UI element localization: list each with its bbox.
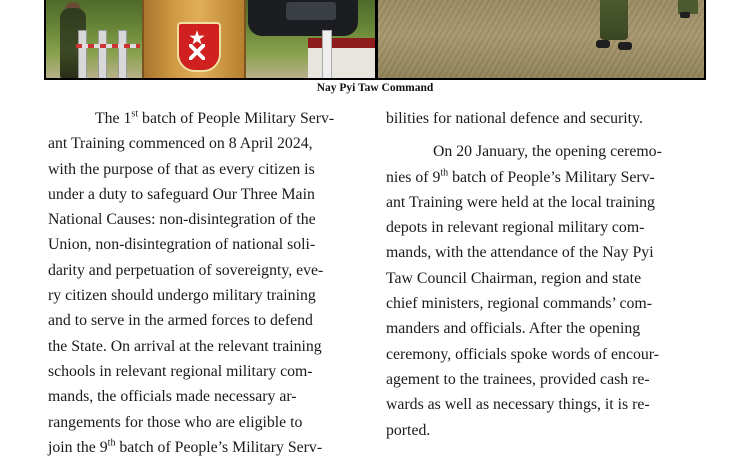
text-line: and to serve in the armed forces to defend xyxy=(48,312,313,330)
text-line: ant Training were held at the local training xyxy=(386,193,655,211)
text-run: batch of People’s Military Serv- xyxy=(115,438,323,456)
text-run: On 20 January, the opening ceremo- xyxy=(433,143,662,161)
text-line: wards as well as necessary things, it is re- xyxy=(386,396,650,414)
text-line: mands, with the attendance of the Nay Pyi xyxy=(386,244,654,262)
soldier-figure xyxy=(600,0,628,40)
boot xyxy=(680,12,690,18)
text-line: mands, the officials made necessary ar- xyxy=(48,388,297,406)
text-line: ant Training commenced on 8 April 2024, xyxy=(48,135,313,153)
text-line: chief ministers, regional commands’ com- xyxy=(386,295,652,313)
photo-strip xyxy=(44,0,706,80)
boot xyxy=(618,42,632,50)
ceremony-photo-right xyxy=(378,0,704,78)
text-line: rangements for those who are eligible to xyxy=(48,413,303,431)
text-line: ported. xyxy=(386,421,431,439)
text-line: Union, non-disintegration of national soli- xyxy=(48,236,316,254)
text-line: with the purpose of that as every citizen is xyxy=(48,160,315,178)
text-run: nies of 9 xyxy=(386,168,441,186)
text-line: Taw Council Chairman, region and state xyxy=(386,269,642,287)
text-line: the State. On arrival at the relevant training xyxy=(48,337,322,355)
ordinal-suffix: st xyxy=(131,108,139,120)
vehicle-window xyxy=(286,2,336,20)
photo-caption: Nay Pyi Taw Command xyxy=(316,82,434,94)
ceremony-photo-left xyxy=(46,0,375,78)
barrier-chain xyxy=(76,44,140,48)
ordinal-suffix: th xyxy=(107,437,116,449)
barrier-post xyxy=(98,30,107,78)
paragraph-gap xyxy=(386,131,701,139)
text-run: join the 9 xyxy=(48,438,108,456)
text-line: under a duty to safeguard Our Three Main xyxy=(48,185,315,203)
barrier-post xyxy=(118,30,127,78)
field-ground xyxy=(378,0,704,78)
paragraph-continuation: bilities for national defence and security. xyxy=(386,110,643,127)
text-line: ceremony, officials spoke words of encour- xyxy=(386,345,659,363)
text-line: depots in relevant regional military com- xyxy=(386,219,645,237)
barrier-post xyxy=(322,30,332,78)
article-column-left xyxy=(48,106,361,460)
barrier-post xyxy=(78,30,87,78)
text-line: schools in relevant regional military com- xyxy=(48,362,313,380)
text-line: National Causes: non-disintegration of the xyxy=(48,211,316,229)
boot xyxy=(596,40,610,48)
text-run: batch of People’s Military Serv- xyxy=(448,168,655,186)
text-line: manders and officials. After the opening xyxy=(386,320,641,338)
paragraph xyxy=(48,106,361,460)
text-run: batch of People Military Serv- xyxy=(138,110,335,127)
text-run: The 1 xyxy=(95,110,132,127)
paragraph xyxy=(386,139,701,443)
article-column-right xyxy=(386,106,701,443)
text-line: ry citizen should undergo military training xyxy=(48,287,316,305)
banner-stripe xyxy=(308,38,375,48)
ordinal-suffix: th xyxy=(440,167,449,179)
crossed-swords-icon xyxy=(189,44,205,60)
text-line: agement to the trainees, provided cash re- xyxy=(386,370,650,388)
text-line: darity and perpetuation of sovereignty, eve- xyxy=(48,261,324,279)
